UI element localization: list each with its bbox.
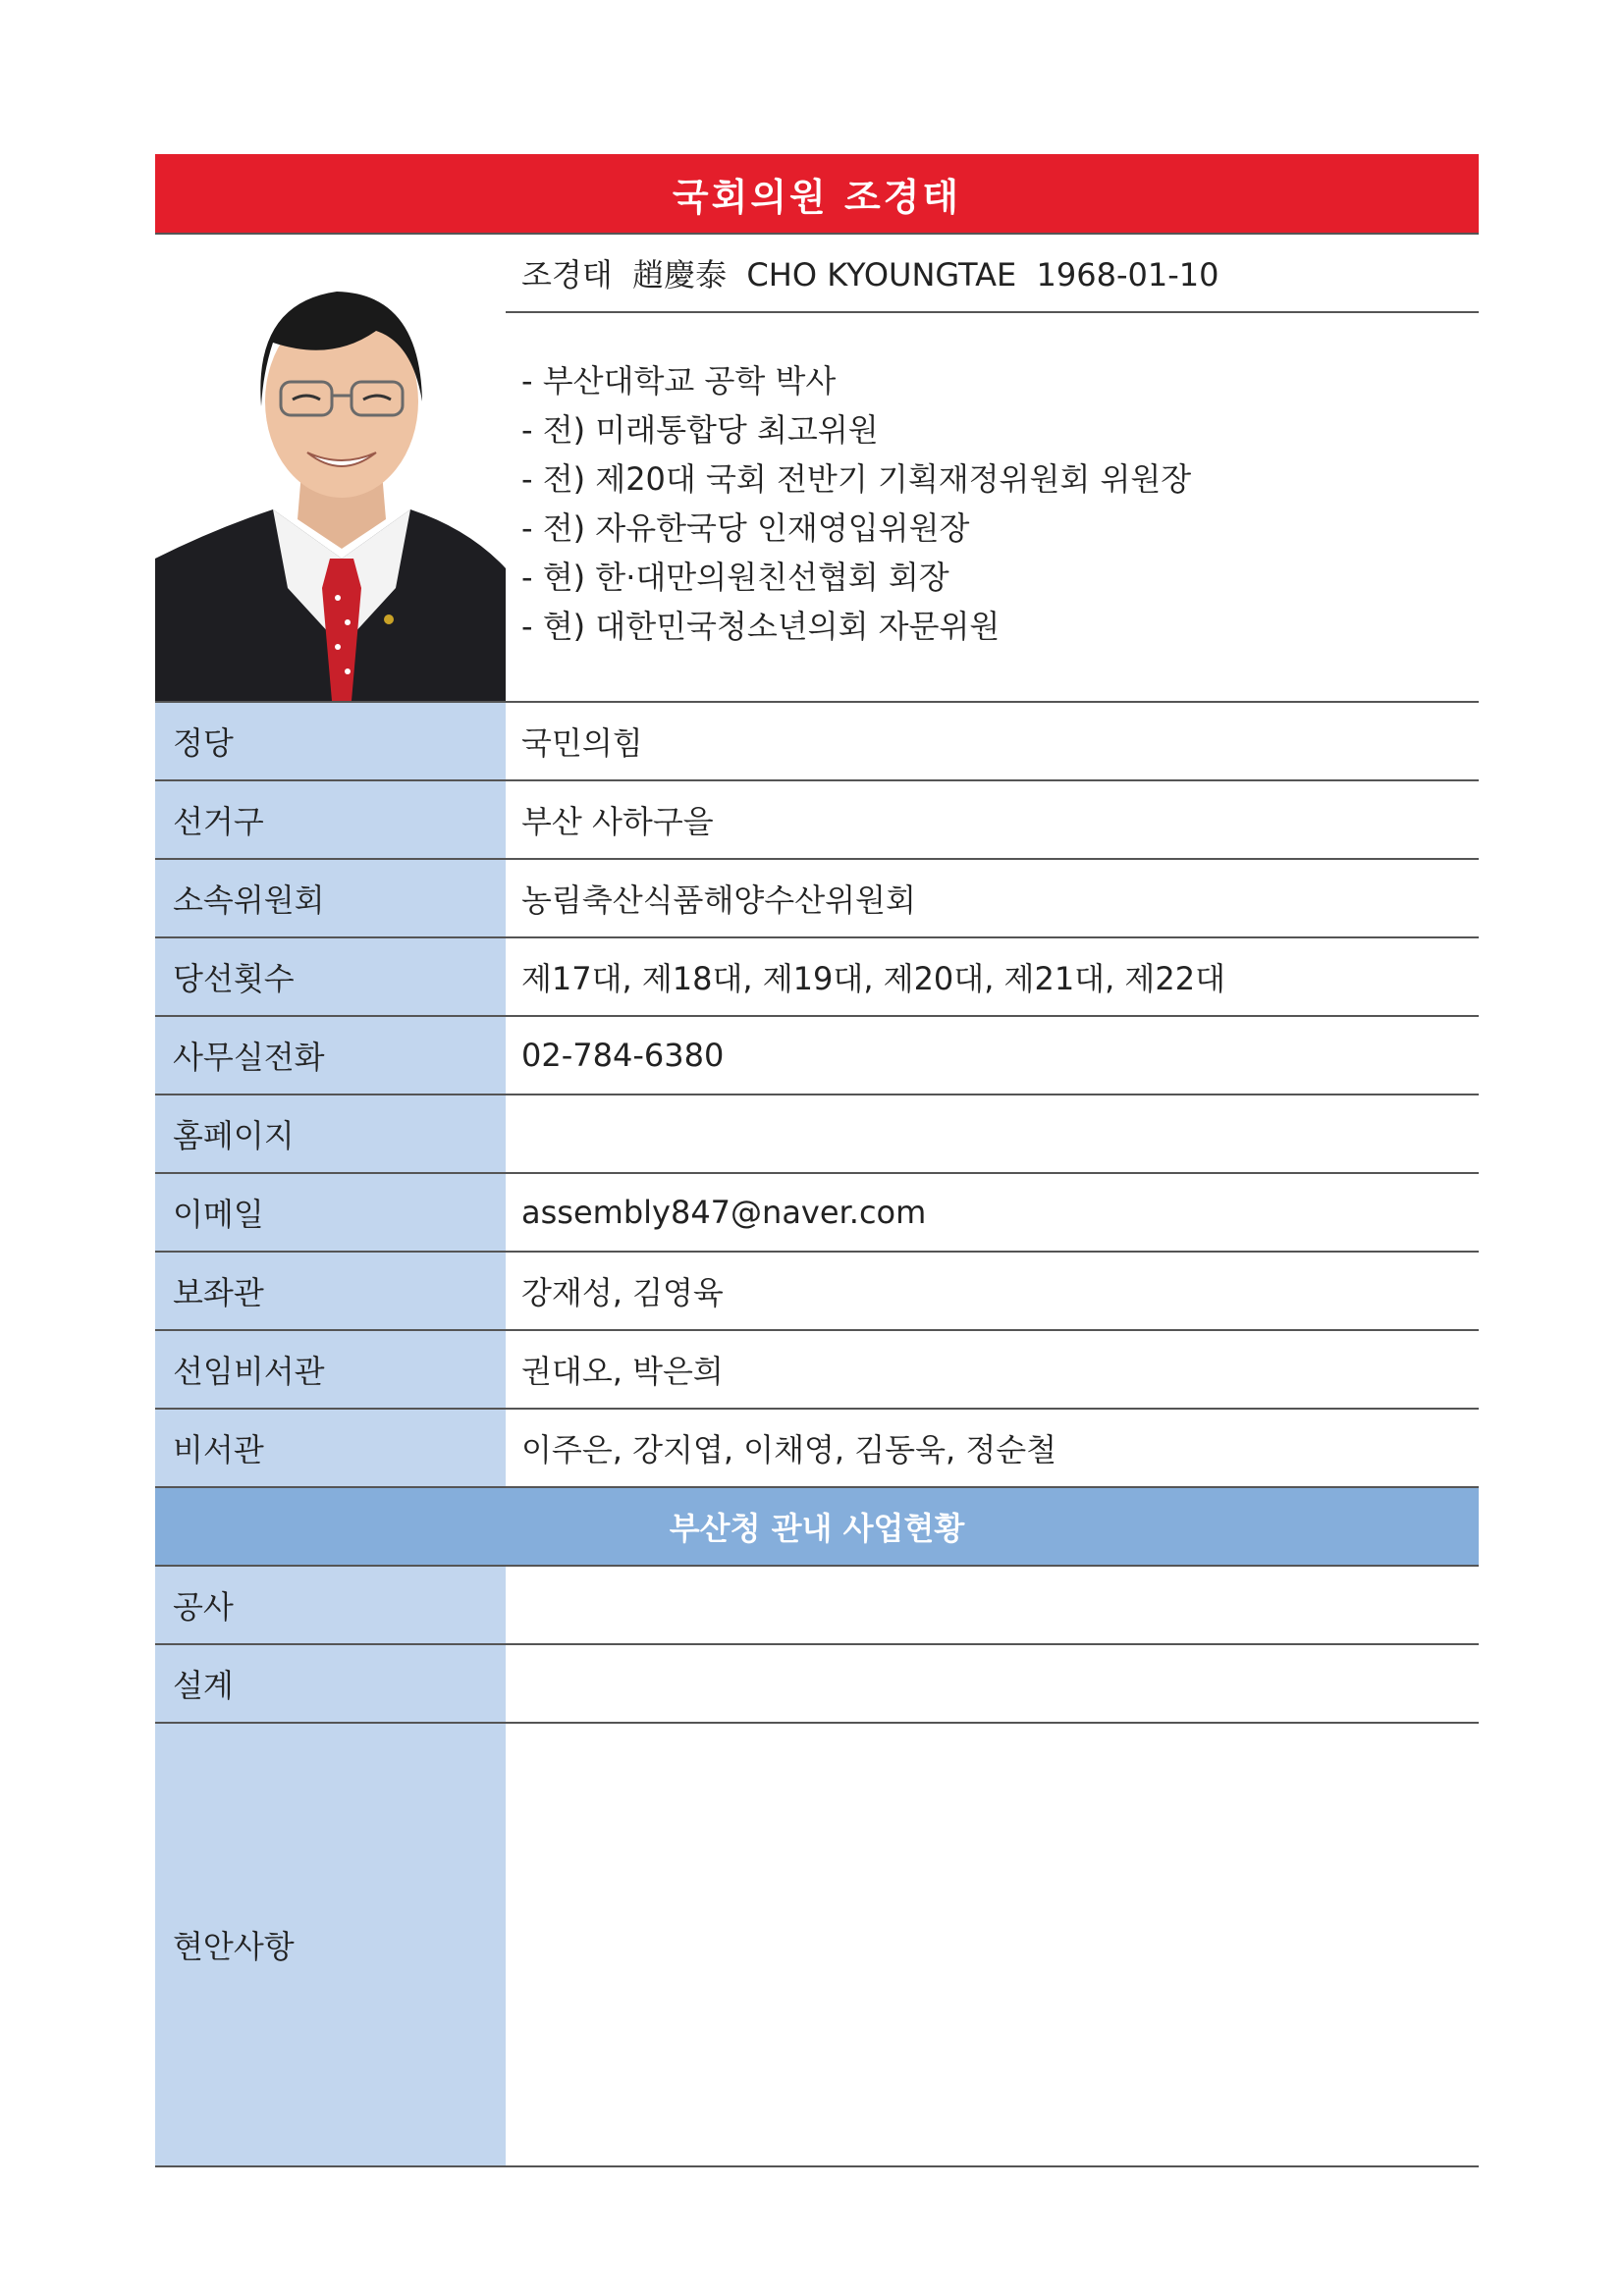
project-label: 설계 — [155, 1645, 506, 1722]
project-value — [506, 1724, 1479, 2165]
name-line: 조경태 趙慶泰 CHO KYOUNGTAE 1968-01-10 — [506, 235, 1479, 313]
info-label: 선거구 — [155, 781, 506, 858]
project-row-design — [155, 1645, 1479, 1724]
profile-block — [155, 235, 1479, 703]
career-item: - 전) 자유한국당 인재영입위원장 — [521, 509, 970, 547]
career-item: - 전) 제20대 국회 전반기 기획재정위원회 위원장 — [521, 460, 1192, 498]
info-label: 사무실전화 — [155, 1017, 506, 1094]
project-row-issues — [155, 1724, 1479, 2167]
career-item: - 현) 대한민국청소년의회 자문위원 — [521, 608, 1001, 645]
page-title: 국회의원 조경태 — [155, 154, 1479, 235]
project-label: 공사 — [155, 1567, 506, 1643]
career-item: - 부산대학교 공학 박사 — [521, 362, 837, 400]
career-item: - 전) 미래통합당 최고위원 — [521, 411, 879, 449]
info-value: 제17대, 제18대, 제19대, 제20대, 제21대, 제22대 — [521, 960, 1225, 997]
info-row-committee — [155, 860, 1479, 938]
info-row-party — [155, 703, 1479, 781]
info-value: 이주은, 강지엽, 이채영, 김동욱, 정순철 — [521, 1431, 1057, 1468]
info-label: 정당 — [155, 703, 506, 779]
info-value: 농림축산식품해양수산위원회 — [521, 881, 916, 919]
info-row-secretaries — [155, 1410, 1479, 1488]
career-item: - 현) 한·대만의원친선협회 회장 — [521, 559, 949, 596]
info-row-district — [155, 781, 1479, 860]
info-value: assembly847@naver.com — [521, 1194, 927, 1231]
info-label: 이메일 — [155, 1174, 506, 1251]
info-label: 소속위원회 — [155, 860, 506, 936]
info-row-email — [155, 1174, 1479, 1253]
career-list — [506, 313, 1479, 651]
portrait-illustration — [155, 235, 506, 701]
bio-panel — [506, 235, 1479, 701]
info-value: 부산 사하구을 — [521, 803, 714, 840]
info-row-terms — [155, 938, 1479, 1017]
info-label: 당선횟수 — [155, 938, 506, 1015]
info-row-homepage — [155, 1095, 1479, 1174]
info-label: 비서관 — [155, 1410, 506, 1486]
info-row-phone — [155, 1017, 1479, 1095]
info-value: 권대오, 박은희 — [521, 1353, 724, 1390]
info-label: 보좌관 — [155, 1253, 506, 1329]
project-value — [506, 1567, 1479, 1643]
info-label: 선임비서관 — [155, 1331, 506, 1408]
info-label: 홈페이지 — [155, 1095, 506, 1172]
info-row-aides — [155, 1253, 1479, 1331]
section-title: 부산청 관내 사업현황 — [155, 1488, 1479, 1567]
profile-sheet — [155, 154, 1479, 2167]
project-value — [506, 1645, 1479, 1722]
info-value — [506, 1095, 1479, 1172]
project-label: 현안사항 — [155, 1724, 506, 2165]
info-value: 강재성, 김영육 — [521, 1274, 724, 1311]
portrait-photo — [155, 235, 506, 701]
info-row-senior-secretaries — [155, 1331, 1479, 1410]
info-value: 국민의힘 — [521, 724, 643, 762]
info-value: 02-784-6380 — [521, 1037, 725, 1074]
project-row-construction — [155, 1567, 1479, 1645]
